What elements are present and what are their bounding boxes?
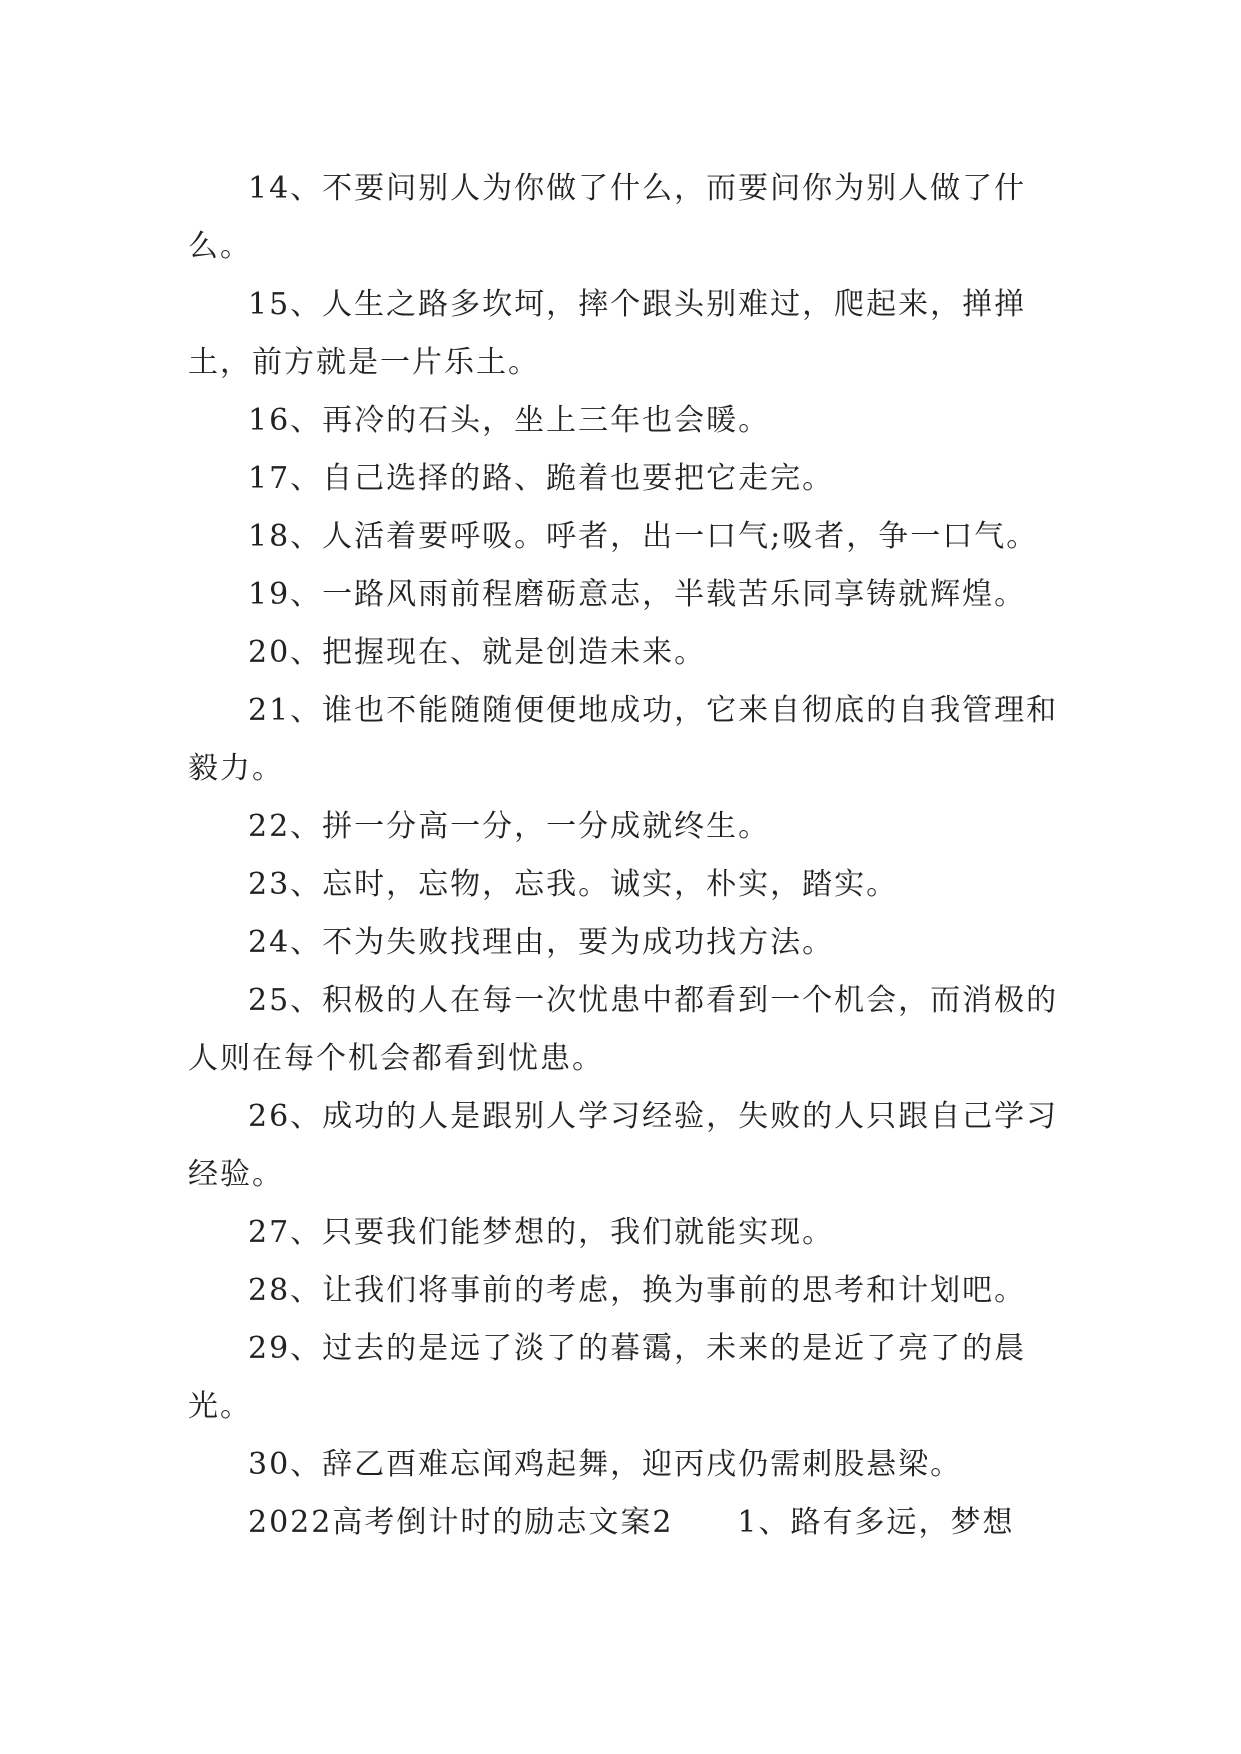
paragraph-22: 22、拼一分高一分，一分成就终生。 — [248, 809, 771, 844]
paragraph-18: 18、人活着要呼吸。呼者，出一口气;吸者，争一口气。 — [248, 519, 1039, 554]
paragraph-23: 23、忘时，忘物，忘我。诚实，朴实，踏实。 — [248, 867, 899, 902]
paragraph-21: 21、谁也不能随随便便地成功，它来自彻底的自我管理和毅力。 — [188, 693, 1059, 786]
paragraph-28: 28、让我们将事前的考虑，换为事前的思考和计划吧。 — [248, 1273, 1027, 1308]
paragraph-24: 24、不为失败找理由，要为成功找方法。 — [248, 925, 835, 960]
paragraph-20: 20、把握现在、就是创造未来。 — [248, 635, 707, 670]
paragraph-14: 14、不要问别人为你做了什么，而要问你为别人做了什么。 — [188, 171, 1027, 264]
section-heading-2: 2022高考倒计时的励志文案2 1、路有多远，梦想 — [248, 1505, 1015, 1540]
paragraph-30: 30、辞乙酉难忘闻鸡起舞，迎丙戌仍需刺股悬梁。 — [248, 1447, 963, 1482]
paragraph-27: 27、只要我们能梦想的，我们就能实现。 — [248, 1215, 835, 1250]
paragraph-25: 25、积极的人在每一次忧患中都看到一个机会，而消极的人则在每个机会都看到忧患。 — [188, 983, 1059, 1076]
paragraph-17: 17、自己选择的路、跪着也要把它走完。 — [248, 461, 835, 496]
document-body — [188, 160, 1068, 1552]
paragraph-16: 16、再冷的石头，坐上三年也会暖。 — [248, 403, 771, 438]
paragraph-29: 29、过去的是远了淡了的暮霭，未来的是近了亮了的晨光。 — [188, 1331, 1027, 1424]
paragraph-26: 26、成功的人是跟别人学习经验，失败的人只跟自己学习经验。 — [188, 1099, 1059, 1192]
paragraph-19: 19、一路风雨前程磨砺意志，半载苦乐同享铸就辉煌。 — [248, 577, 1027, 612]
paragraph-15: 15、人生之路多坎坷，摔个跟头别难过，爬起来，掸掸土，前方就是一片乐土。 — [188, 287, 1027, 380]
